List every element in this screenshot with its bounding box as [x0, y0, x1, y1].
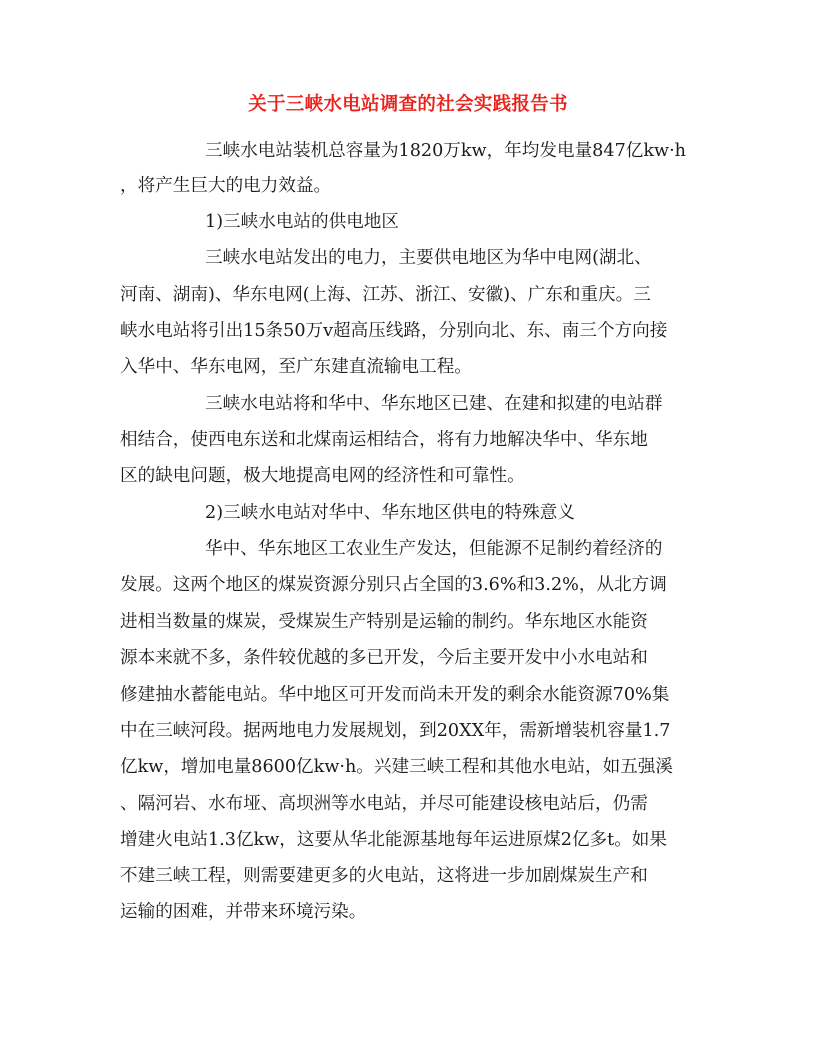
paragraph-line: 增建火电站1.3亿kw，这要从华北能源基地每年运进原煤2亿多t。如果: [120, 830, 667, 850]
section-heading: 2)三峡水电站对华中、华东地区供电的特殊意义: [205, 503, 575, 523]
paragraph-line: 河南、湖南)、华东电网(上海、江苏、浙江、安徽)、广东和重庆。三: [120, 285, 651, 305]
paragraph-line: 修建抽水蓄能电站。华中地区可开发而尚未开发的剩余水能资源70%集: [120, 685, 670, 705]
paragraph-line: 发展。这两个地区的煤炭资源分别只占全国的3.6%和3.2%，从北方调: [120, 575, 667, 595]
paragraph-line: 区的缺电问题，极大地提高电网的经济性和可靠性。: [120, 466, 525, 486]
paragraph-line: 三峡水电站装机总容量为1820万kw，年均发电量847亿kw·h: [205, 141, 687, 161]
paragraph-line: 不建三峡工程，则需要建更多的火电站，这将进一步加剧煤炭生产和: [120, 866, 648, 886]
paragraph-line: 华中、华东地区工农业生产发达，但能源不足制约着经济的: [205, 539, 663, 559]
paragraph-line: 亿kw，增加电量8600亿kw·h。兴建三峡工程和其他水电站，如五强溪: [120, 757, 673, 777]
paragraph-line: 运输的困难，并带来环境污染。: [120, 902, 367, 922]
paragraph-line: ，将产生巨大的电力效益。: [120, 176, 332, 196]
paragraph-line: 源本来就不多，条件较优越的多已开发，今后主要开发中小水电站和: [120, 648, 648, 668]
paragraph-line: 、隔河岩、水布垭、高坝洲等水电站，并尽可能建设核电站后，仍需: [120, 794, 648, 814]
paragraph-line: 峡水电站将引出15条50万v超高压线路，分别向北、东、南三个方向接: [120, 321, 668, 341]
document-title: 关于三峡水电站调查的社会实践报告书: [248, 94, 568, 115]
paragraph-line: 相结合，使西电东送和北煤南运相结合，将有力地解决华中、华东地: [120, 430, 648, 450]
paragraph-line: 入华中、华东电网，至广东建直流输电工程。: [120, 357, 472, 377]
section-heading: 1)三峡水电站的供电地区: [205, 212, 399, 232]
paragraph-line: 中在三峡河段。据两地电力发展规划，到20XX年，需新增装机容量1.7: [120, 721, 671, 741]
paragraph-line: 三峡水电站将和华中、华东地区已建、在建和拟建的电站群: [205, 394, 663, 414]
paragraph-line: 三峡水电站发出的电力，主要供电地区为华中电网(湖北、: [205, 248, 652, 268]
paragraph-line: 进相当数量的煤炭，受煤炭生产特别是运输的制约。华东地区水能资: [120, 612, 648, 632]
